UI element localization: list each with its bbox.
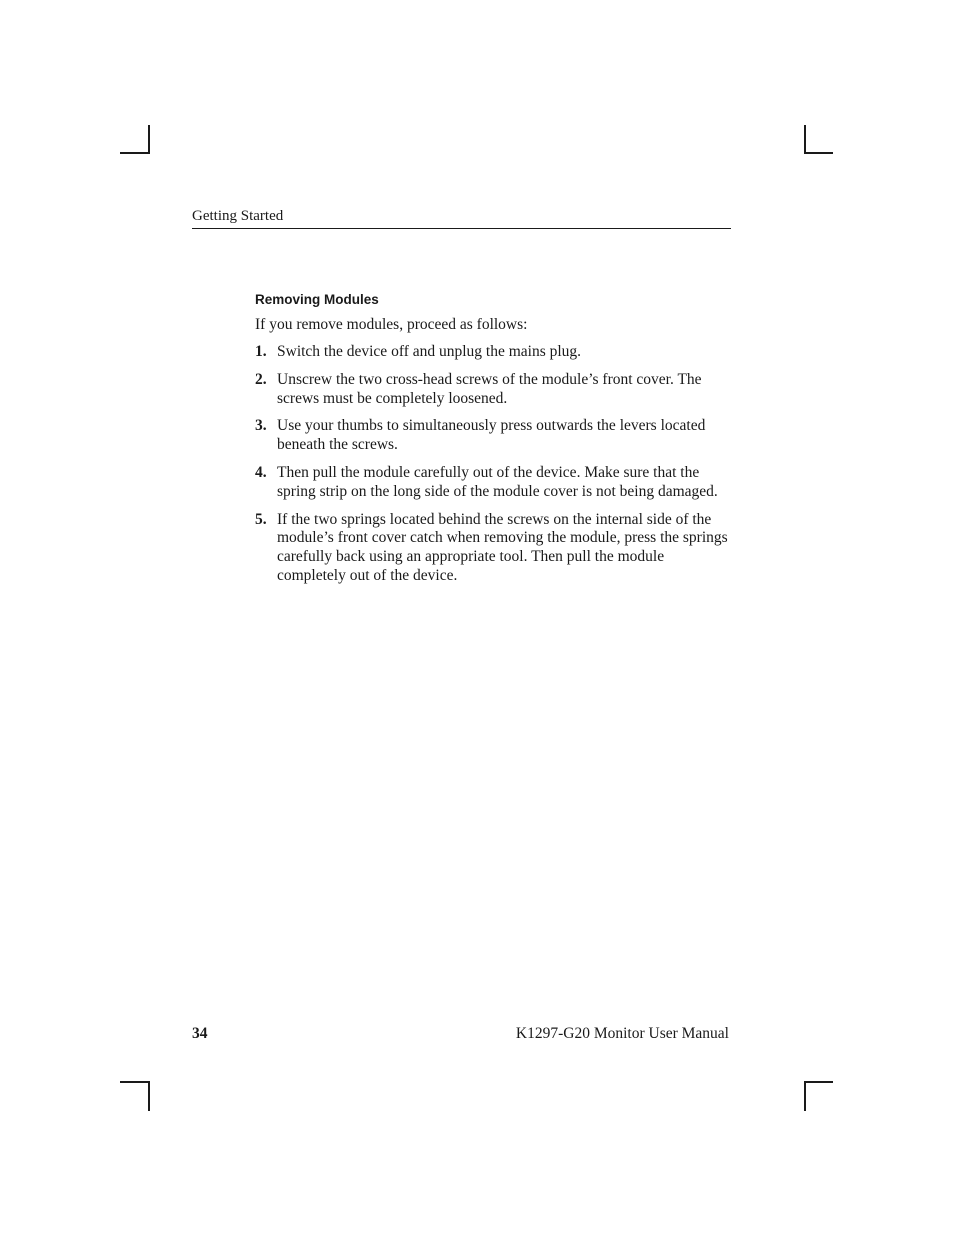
intro-paragraph: If you remove modules, proceed as follows: [255,316,528,333]
crop-mark-top-right-vertical [804,125,806,154]
step-number: 3. [255,417,267,435]
page-number: 34 [192,1025,208,1042]
steps-list [255,343,735,586]
list-item [255,417,735,455]
step-number: 4. [255,463,267,481]
section-title: Removing Modules [255,292,379,307]
crop-mark-bottom-right-vertical [804,1081,806,1111]
step-text: If the two springs located behind the screws on the internal side of the module’s front cover catch when removing the module, press the springs carefully back using an appropriate tool. Then pull the module completely out of the device. [277,510,728,584]
list-item [255,371,735,409]
step-text: Unscrew the two cross-head screws of the module’s front cover. The screws must be completely loosened. [277,370,702,407]
step-number: 1. [255,343,267,360]
section-removing-modules [255,290,735,595]
crop-mark-top-right-horizontal [804,152,833,154]
list-item [255,511,735,586]
step-text: Then pull the module carefully out of the device. Make sure that the spring strip on the long side of the module cover is not being damaged. [277,463,718,500]
crop-mark-top-left-horizontal [120,152,150,154]
list-item [255,464,735,502]
step-text: Use your thumbs to simultaneously press outwards the levers located beneath the screws. [277,417,706,454]
running-header: Getting Started [192,208,284,224]
list-item [255,343,735,362]
crop-mark-bottom-left-vertical [148,1081,150,1111]
step-number: 2. [255,370,267,388]
crop-mark-top-left-vertical [148,125,150,154]
manual-title: K1297-G20 Monitor User Manual [515,1025,729,1042]
step-text: Switch the device off and unplug the mains plug. [277,343,582,360]
header-rule [192,228,731,229]
step-number: 5. [255,510,267,528]
crop-mark-bottom-left-horizontal [120,1081,150,1083]
crop-mark-bottom-right-horizontal [804,1081,833,1083]
